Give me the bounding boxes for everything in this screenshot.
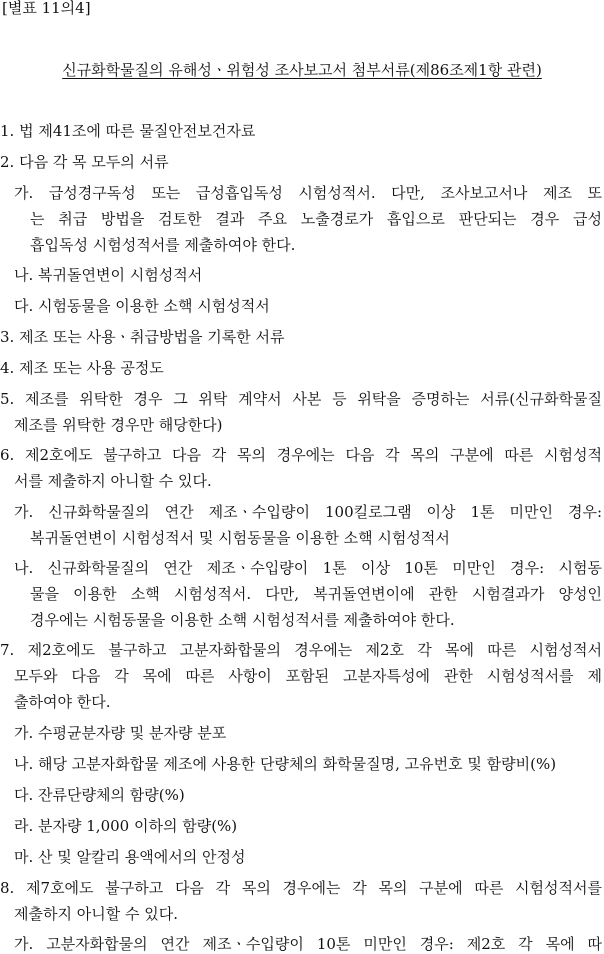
item-7-ga: 가. 수평균분자량 및 분자량 분포 — [14, 724, 227, 742]
item-8-line1: 8. 제7호에도 불구하고 다음 각 목의 경우에는 각 목의 구분에 따른 시험성적서를 — [0, 879, 602, 897]
item-8-ga-line1: 가. 고분자화합물의 연간 제조ㆍ수입량이 10톤 미만인 경우: 제2호 각 목에 따 — [14, 935, 602, 953]
header-label: [별표 11의4] — [2, 0, 91, 17]
item-6-na-line1: 나. 신규화학물질의 연간 제조ㆍ수입량이 1톤 이상 10톤 미만인 경우: 시험동 — [14, 559, 602, 577]
item-2-da: 다. 시험동물을 이용한 소핵 시험성적서 — [14, 297, 270, 315]
item-6-na-line3: 경우에는 시험동물을 이용한 소핵 시험성적서를 제출하여야 한다. — [30, 611, 455, 629]
item-2-ga-line3: 흡입독성 시험성적서를 제출하여야 한다. — [30, 236, 296, 254]
item-3: 3. 제조 또는 사용ㆍ취급방법을 기록한 서류 — [0, 328, 285, 346]
item-5-line2: 제조를 위탁한 경우만 해당한다) — [14, 416, 223, 434]
item-6-na-line2: 물을 이용한 소핵 시험성적서. 다만, 복귀돌연변이에 관한 시험결과가 양성인 — [30, 585, 602, 603]
item-7-da: 다. 잔류단량체의 함량(%) — [14, 786, 185, 804]
item-5-line1: 5. 제조를 위탁한 경우 그 위탁 계약서 사본 등 위탁을 증명하는 서류(신규화학물질 — [0, 390, 602, 408]
item-7-line2: 모두와 다음 각 목에 따른 사항이 포함된 고분자특성에 관한 시험성적서를 제 — [14, 667, 602, 685]
item-7-line3: 출하여야 한다. — [14, 693, 111, 711]
item-7-ma: 마. 산 및 알칼리 용액에서의 안정성 — [14, 848, 246, 866]
item-2: 2. 다음 각 목 모두의 서류 — [0, 153, 169, 171]
item-6-ga-line1: 가. 신규화학물질의 연간 제조ㆍ수입량이 100킬로그램 이상 1톤 미만인 경우: — [14, 503, 602, 521]
item-1: 1. 법 제41조에 따른 물질안전보건자료 — [0, 122, 256, 140]
item-2-ga-line1: 가. 급성경구독성 또는 급성흡입독성 시험성적서. 다만, 조사보고서나 제조 또 — [14, 184, 602, 202]
item-7-ra: 라. 분자량 1,000 이하의 함량(%) — [14, 817, 238, 835]
item-6-line1: 6. 제2호에도 불구하고 다음 각 목의 경우에는 다음 각 목의 구분에 따른 시험성적 — [0, 446, 602, 464]
item-4: 4. 제조 또는 사용 공정도 — [0, 359, 164, 377]
item-7-line1: 7. 제2호에도 불구하고 고분자화합물의 경우에는 제2호 각 목에 따른 시험성적서 — [0, 641, 602, 659]
item-7-na: 나. 해당 고분자화합물 제조에 사용한 단량체의 화학물질명, 고유번호 및 함량비(%) — [14, 755, 557, 773]
item-2-ga-line2: 는 취급 방법을 검토한 결과 주요 노출경로가 흡입으로 판단되는 경우 급성 — [30, 210, 602, 228]
page-title: 신규화학물질의 유해성ㆍ위험성 조사보고서 첨부서류(제86조제1항 관련) — [62, 61, 542, 79]
item-6-ga-line2: 복귀돌연변이 시험성적서 및 시험동물을 이용한 소핵 시험성적서 — [30, 529, 450, 547]
item-8-line2: 제출하지 아니할 수 있다. — [14, 905, 178, 923]
item-2-na: 나. 복귀돌연변이 시험성적서 — [14, 266, 203, 284]
item-6-line2: 서를 제출하지 아니할 수 있다. — [14, 472, 212, 490]
